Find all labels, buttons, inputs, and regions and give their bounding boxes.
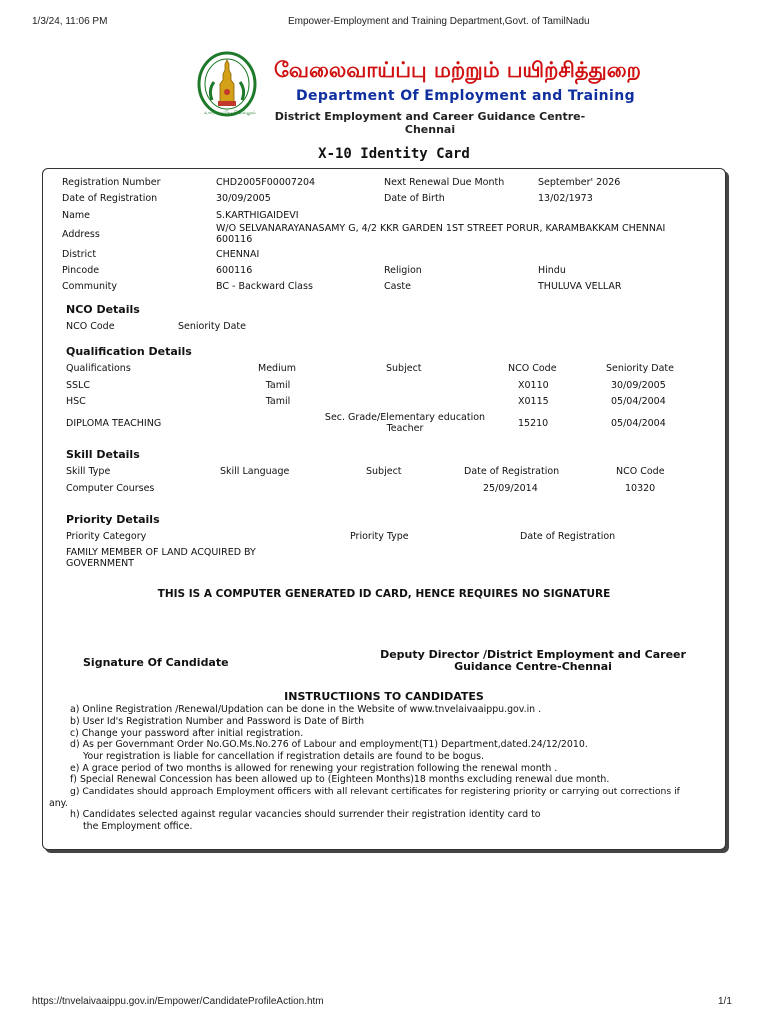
caste-label: Caste — [384, 281, 411, 292]
dob-label: Date of Birth — [384, 193, 445, 204]
community-value: BC - Backward Class — [216, 281, 313, 292]
identity-card — [42, 168, 726, 850]
instruction-e: e) A grace period of two months is allowed for renewing your registration following the renewal month . — [70, 763, 558, 774]
instruction-g1: g) Candidates should approach Employment officers with all relevant certificates for registering priority or carrying out corrections if — [70, 786, 680, 797]
name-value: S.KARTHIGAIDEVI — [216, 210, 299, 221]
emblem-motto: வாய்மையே வெல்லும் — [204, 110, 256, 116]
qual-header-subject: Subject — [386, 363, 422, 374]
qual-row1-nco: X0110 — [518, 380, 549, 391]
reg-date-label: Date of Registration — [62, 193, 158, 204]
qual-row1-medium: Tamil — [265, 380, 291, 391]
name-label: Name — [62, 210, 91, 221]
instruction-h2: the Employment office. — [83, 821, 193, 832]
district-label: District — [62, 249, 97, 260]
religion-label: Religion — [384, 265, 422, 276]
address-value: W/O SELVANARAYANASAMY G, 4/2 KKR GARDEN 1ST STREET PORUR, KARAMBAKKAM CHENNAI 600116 — [216, 223, 666, 245]
instruction-g2: any. — [49, 798, 68, 809]
skill-header-nco: NCO Code — [616, 466, 665, 477]
qual-header-qualifications: Qualifications — [66, 363, 131, 374]
skill-header-language: Skill Language — [220, 466, 290, 477]
centre-line-2: Chennai — [404, 123, 456, 136]
reg-date-value: 30/09/2005 — [216, 193, 271, 204]
reg-no-label: Registration Number — [62, 177, 161, 188]
skill-row-type: Computer Courses — [66, 483, 155, 494]
reg-no-value: CHD2005F00007204 — [216, 177, 316, 188]
instruction-b: b) User Id's Registration Number and Password is Date of Birth — [70, 716, 365, 727]
priority-header-category: Priority Category — [66, 531, 147, 542]
instruction-a: a) Online Registration /Renewal/Updation can be done in the Website of www.tnvelaivaaippu.gov.in . — [70, 704, 542, 715]
skill-header-date: Date of Registration — [464, 466, 560, 477]
instruction-h1: h) Candidates selected against regular vacancies should surrender their registration identity card to — [70, 809, 541, 820]
priority-header-date: Date of Registration — [520, 531, 616, 542]
instructions-title: INSTRUCTIIONS TO CANDIDATES — [284, 690, 484, 703]
instruction-d2: Your registration is liable for cancellation if registration details are found to be bogus. — [83, 751, 485, 762]
nco-section-title: NCO Details — [66, 303, 140, 316]
qual-row3-subject: Sec. Grade/Elementary education Teacher — [324, 412, 486, 434]
officer-signature-label: Deputy Director /District Employment and Career Guidance Centre-Chennai — [380, 648, 686, 673]
qual-row1-qual: SSLC — [66, 380, 90, 391]
pincode-value: 600116 — [216, 265, 253, 276]
qual-header-seniority: Seniority Date — [606, 363, 674, 374]
qual-row2-qual: HSC — [66, 396, 86, 407]
qual-row3-date: 05/04/2004 — [611, 418, 666, 429]
candidate-signature-label: Signature Of Candidate — [83, 656, 229, 669]
qual-row2-nco: X0115 — [518, 396, 549, 407]
district-value: CHENNAI — [216, 249, 260, 260]
pincode-label: Pincode — [62, 265, 100, 276]
qual-row2-medium: Tamil — [265, 396, 291, 407]
dob-value: 13/02/1973 — [538, 193, 593, 204]
print-url: https://tnvelaivaaippu.gov.in/Empower/CandidateProfileAction.htm — [32, 996, 324, 1007]
priority-header-type: Priority Type — [350, 531, 409, 542]
nco-seniority-label: Seniority Date — [178, 321, 246, 332]
qual-row1-date: 30/09/2005 — [611, 380, 666, 391]
nco-code-label: NCO Code — [66, 321, 115, 332]
qual-header-nco: NCO Code — [508, 363, 557, 374]
community-label: Community — [62, 281, 117, 292]
skill-row-date: 25/09/2014 — [483, 483, 538, 494]
card-title: X-10 Identity Card — [318, 146, 470, 162]
priority-category-value: FAMILY MEMBER OF LAND ACQUIRED BY GOVERNMENT — [66, 547, 256, 569]
skill-header-subject: Subject — [366, 466, 402, 477]
instruction-f: f) Special Renewal Concession has been allowed up to (Eighteen Months)18 months excluding renewal due month. — [70, 774, 610, 785]
print-page-count: 1/1 — [718, 996, 732, 1007]
religion-value: Hindu — [538, 265, 566, 276]
renewal-value: September' 2026 — [538, 177, 621, 188]
print-datetime: 1/3/24, 11:06 PM — [32, 16, 108, 27]
qual-row2-date: 05/04/2004 — [611, 396, 666, 407]
priority-section-title: Priority Details — [66, 513, 160, 526]
renewal-label: Next Renewal Due Month — [384, 177, 505, 188]
address-label: Address — [62, 229, 100, 240]
dept-title: Department Of Employment and Training — [296, 88, 636, 104]
qual-row3-nco: 15210 — [518, 418, 549, 429]
instruction-c: c) Change your password after initial registration. — [70, 728, 304, 739]
instruction-d1: d) As per Governmant Order No.GO.Ms.No.276 of Labour and employment(T1) Department,dated.24/12/2010. — [70, 739, 588, 750]
qual-header-medium: Medium — [258, 363, 296, 374]
skill-header-type: Skill Type — [66, 466, 111, 477]
computer-generated-notice: THIS IS A COMPUTER GENERATED ID CARD, HENCE REQUIRES NO SIGNATURE — [157, 588, 611, 600]
skill-section-title: Skill Details — [66, 448, 140, 461]
print-page-title: Empower-Employment and Training Department,Govt. of TamilNadu — [288, 16, 590, 27]
qualification-section-title: Qualification Details — [66, 345, 192, 358]
skill-row-nco: 10320 — [625, 483, 656, 494]
caste-value: THULUVA VELLAR — [538, 281, 622, 292]
centre-line-1: District Employment and Career Guidance Centre- — [274, 110, 586, 123]
tamil-title: வேலைவாய்ப்பு மற்றும் பயிற்சித்துறை — [274, 58, 641, 82]
qual-row3-qual: DIPLOMA TEACHING — [66, 418, 162, 429]
